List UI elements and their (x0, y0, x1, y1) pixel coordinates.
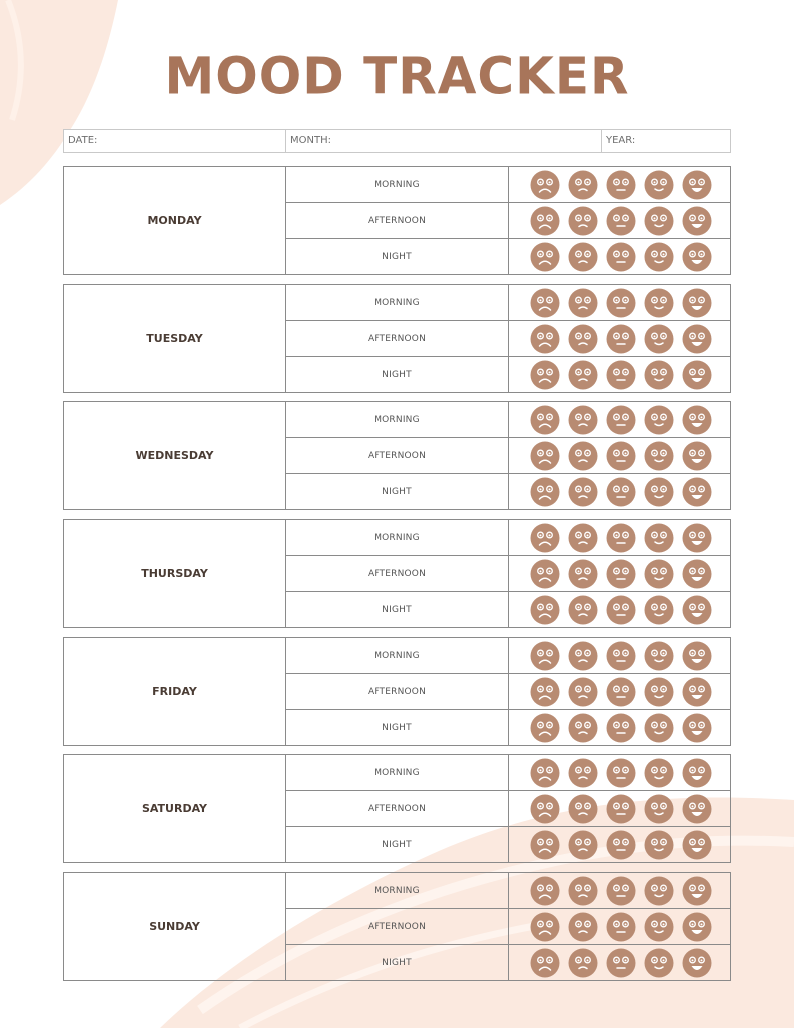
very-happy-face-icon[interactable] (682, 170, 712, 200)
period-label: MORNING (286, 755, 509, 790)
very-sad-face-icon[interactable] (530, 242, 560, 272)
day-label: TUESDAY (64, 285, 286, 392)
neutral-face-icon[interactable] (606, 677, 636, 707)
period-row (286, 909, 730, 945)
period-label: MORNING (286, 638, 509, 673)
day-label: WEDNESDAY (64, 402, 286, 509)
very-happy-face-icon[interactable] (682, 242, 712, 272)
neutral-face-icon[interactable] (606, 523, 636, 553)
period-label: AFTERNOON (286, 203, 509, 238)
mood-options (509, 909, 730, 944)
day-label: SUNDAY (64, 873, 286, 980)
mood-options (509, 592, 730, 627)
sad-face-icon[interactable] (568, 441, 598, 471)
period-row (286, 638, 730, 674)
mood-options (509, 474, 730, 509)
neutral-face-icon[interactable] (606, 324, 636, 354)
date-header-row (63, 129, 731, 153)
very-happy-face-icon[interactable] (682, 206, 712, 236)
very-happy-face-icon[interactable] (682, 830, 712, 860)
period-label: NIGHT (286, 945, 509, 980)
period-label: NIGHT (286, 239, 509, 274)
sad-face-icon[interactable] (568, 595, 598, 625)
period-label: NIGHT (286, 592, 509, 627)
period-label: AFTERNOON (286, 556, 509, 591)
period-label: AFTERNOON (286, 321, 509, 356)
mood-options (509, 402, 730, 437)
mood-options (509, 873, 730, 908)
period-label: MORNING (286, 402, 509, 437)
happy-face-icon[interactable] (644, 559, 674, 589)
happy-face-icon[interactable] (644, 242, 674, 272)
period-label: AFTERNOON (286, 909, 509, 944)
sad-face-icon[interactable] (568, 288, 598, 318)
sad-face-icon[interactable] (568, 641, 598, 671)
day-block-thursday (63, 519, 731, 628)
period-row (286, 592, 730, 627)
happy-face-icon[interactable] (644, 912, 674, 942)
sad-face-icon[interactable] (568, 324, 598, 354)
period-label: MORNING (286, 285, 509, 320)
very-happy-face-icon[interactable] (682, 876, 712, 906)
day-block-wednesday (63, 401, 731, 510)
happy-face-icon[interactable] (644, 794, 674, 824)
period-row (286, 674, 730, 710)
very-happy-face-icon[interactable] (682, 677, 712, 707)
very-happy-face-icon[interactable] (682, 523, 712, 553)
very-happy-face-icon[interactable] (682, 641, 712, 671)
period-row (286, 873, 730, 909)
mood-options (509, 167, 730, 202)
day-block-monday (63, 166, 731, 275)
neutral-face-icon[interactable] (606, 876, 636, 906)
very-happy-face-icon[interactable] (682, 595, 712, 625)
day-block-friday (63, 637, 731, 746)
period-row (286, 285, 730, 321)
very-happy-face-icon[interactable] (682, 948, 712, 978)
sad-face-icon[interactable] (568, 830, 598, 860)
mood-options (509, 357, 730, 392)
mood-options (509, 239, 730, 274)
very-sad-face-icon[interactable] (530, 677, 560, 707)
sad-face-icon[interactable] (568, 170, 598, 200)
period-row (286, 755, 730, 791)
sad-face-icon[interactable] (568, 912, 598, 942)
very-happy-face-icon[interactable] (682, 405, 712, 435)
sad-face-icon[interactable] (568, 559, 598, 589)
sad-face-icon[interactable] (568, 405, 598, 435)
happy-face-icon[interactable] (644, 677, 674, 707)
page-title: MOOD TRACKER (164, 46, 630, 106)
mood-options (509, 321, 730, 356)
very-happy-face-icon[interactable] (682, 713, 712, 743)
very-sad-face-icon[interactable] (530, 876, 560, 906)
happy-face-icon[interactable] (644, 830, 674, 860)
day-block-tuesday (63, 284, 731, 393)
neutral-face-icon[interactable] (606, 477, 636, 507)
very-sad-face-icon[interactable] (530, 794, 560, 824)
period-row (286, 945, 730, 980)
very-happy-face-icon[interactable] (682, 794, 712, 824)
neutral-face-icon[interactable] (606, 242, 636, 272)
day-label: MONDAY (64, 167, 286, 274)
happy-face-icon[interactable] (644, 876, 674, 906)
neutral-face-icon[interactable] (606, 912, 636, 942)
neutral-face-icon[interactable] (606, 794, 636, 824)
neutral-face-icon[interactable] (606, 758, 636, 788)
month-field[interactable]: MONTH: (286, 130, 602, 152)
very-sad-face-icon[interactable] (530, 559, 560, 589)
sad-face-icon[interactable] (568, 477, 598, 507)
sad-face-icon[interactable] (568, 242, 598, 272)
period-row (286, 167, 730, 203)
sad-face-icon[interactable] (568, 360, 598, 390)
very-sad-face-icon[interactable] (530, 641, 560, 671)
period-label: NIGHT (286, 474, 509, 509)
happy-face-icon[interactable] (644, 324, 674, 354)
happy-face-icon[interactable] (644, 595, 674, 625)
very-happy-face-icon[interactable] (682, 441, 712, 471)
period-row (286, 556, 730, 592)
mood-options (509, 755, 730, 790)
mood-options (509, 674, 730, 709)
happy-face-icon[interactable] (644, 641, 674, 671)
sad-face-icon[interactable] (568, 713, 598, 743)
very-sad-face-icon[interactable] (530, 477, 560, 507)
happy-face-icon[interactable] (644, 523, 674, 553)
period-row (286, 357, 730, 392)
very-happy-face-icon[interactable] (682, 758, 712, 788)
very-happy-face-icon[interactable] (682, 559, 712, 589)
sad-face-icon[interactable] (568, 523, 598, 553)
happy-face-icon[interactable] (644, 948, 674, 978)
happy-face-icon[interactable] (644, 441, 674, 471)
sad-face-icon[interactable] (568, 794, 598, 824)
period-row (286, 402, 730, 438)
period-row (286, 827, 730, 862)
period-row (286, 474, 730, 509)
mood-options (509, 556, 730, 591)
period-row (286, 520, 730, 556)
year-field[interactable]: YEAR: (606, 135, 636, 146)
very-sad-face-icon[interactable] (530, 595, 560, 625)
mood-options (509, 285, 730, 320)
period-label: MORNING (286, 167, 509, 202)
neutral-face-icon[interactable] (606, 441, 636, 471)
very-sad-face-icon[interactable] (530, 758, 560, 788)
period-label: AFTERNOON (286, 438, 509, 473)
period-label: MORNING (286, 520, 509, 555)
sad-face-icon[interactable] (568, 948, 598, 978)
neutral-face-icon[interactable] (606, 405, 636, 435)
happy-face-icon[interactable] (644, 758, 674, 788)
happy-face-icon[interactable] (644, 477, 674, 507)
mood-options (509, 520, 730, 555)
sad-face-icon[interactable] (568, 876, 598, 906)
neutral-face-icon[interactable] (606, 288, 636, 318)
happy-face-icon[interactable] (644, 206, 674, 236)
very-happy-face-icon[interactable] (682, 324, 712, 354)
sad-face-icon[interactable] (568, 677, 598, 707)
happy-face-icon[interactable] (644, 170, 674, 200)
date-field[interactable]: DATE: (64, 130, 286, 152)
period-label: NIGHT (286, 827, 509, 862)
happy-face-icon[interactable] (644, 360, 674, 390)
period-row (286, 203, 730, 239)
period-row (286, 791, 730, 827)
very-sad-face-icon[interactable] (530, 360, 560, 390)
neutral-face-icon[interactable] (606, 830, 636, 860)
neutral-face-icon[interactable] (606, 948, 636, 978)
period-label: NIGHT (286, 357, 509, 392)
neutral-face-icon[interactable] (606, 360, 636, 390)
mood-options (509, 791, 730, 826)
neutral-face-icon[interactable] (606, 170, 636, 200)
day-block-saturday (63, 754, 731, 863)
sad-face-icon[interactable] (568, 206, 598, 236)
very-sad-face-icon[interactable] (530, 170, 560, 200)
happy-face-icon[interactable] (644, 405, 674, 435)
neutral-face-icon[interactable] (606, 641, 636, 671)
period-label: NIGHT (286, 710, 509, 745)
neutral-face-icon[interactable] (606, 713, 636, 743)
very-sad-face-icon[interactable] (530, 912, 560, 942)
very-sad-face-icon[interactable] (530, 405, 560, 435)
neutral-face-icon[interactable] (606, 595, 636, 625)
period-row (286, 239, 730, 274)
very-sad-face-icon[interactable] (530, 713, 560, 743)
very-sad-face-icon[interactable] (530, 523, 560, 553)
happy-face-icon[interactable] (644, 288, 674, 318)
period-label: AFTERNOON (286, 674, 509, 709)
period-row (286, 321, 730, 357)
period-label: AFTERNOON (286, 791, 509, 826)
very-happy-face-icon[interactable] (682, 477, 712, 507)
very-sad-face-icon[interactable] (530, 324, 560, 354)
very-happy-face-icon[interactable] (682, 912, 712, 942)
day-block-sunday (63, 872, 731, 981)
period-row (286, 710, 730, 745)
mood-options (509, 710, 730, 745)
happy-face-icon[interactable] (644, 713, 674, 743)
neutral-face-icon[interactable] (606, 206, 636, 236)
very-happy-face-icon[interactable] (682, 288, 712, 318)
mood-options (509, 827, 730, 862)
very-sad-face-icon[interactable] (530, 288, 560, 318)
day-label: FRIDAY (64, 638, 286, 745)
period-label: MORNING (286, 873, 509, 908)
day-label: THURSDAY (64, 520, 286, 627)
very-happy-face-icon[interactable] (682, 360, 712, 390)
day-label: SATURDAY (64, 755, 286, 862)
mood-options (509, 203, 730, 238)
very-sad-face-icon[interactable] (530, 441, 560, 471)
very-sad-face-icon[interactable] (530, 948, 560, 978)
neutral-face-icon[interactable] (606, 559, 636, 589)
period-row (286, 438, 730, 474)
mood-options (509, 438, 730, 473)
mood-options (509, 945, 730, 980)
very-sad-face-icon[interactable] (530, 206, 560, 236)
mood-options (509, 638, 730, 673)
sad-face-icon[interactable] (568, 758, 598, 788)
very-sad-face-icon[interactable] (530, 830, 560, 860)
